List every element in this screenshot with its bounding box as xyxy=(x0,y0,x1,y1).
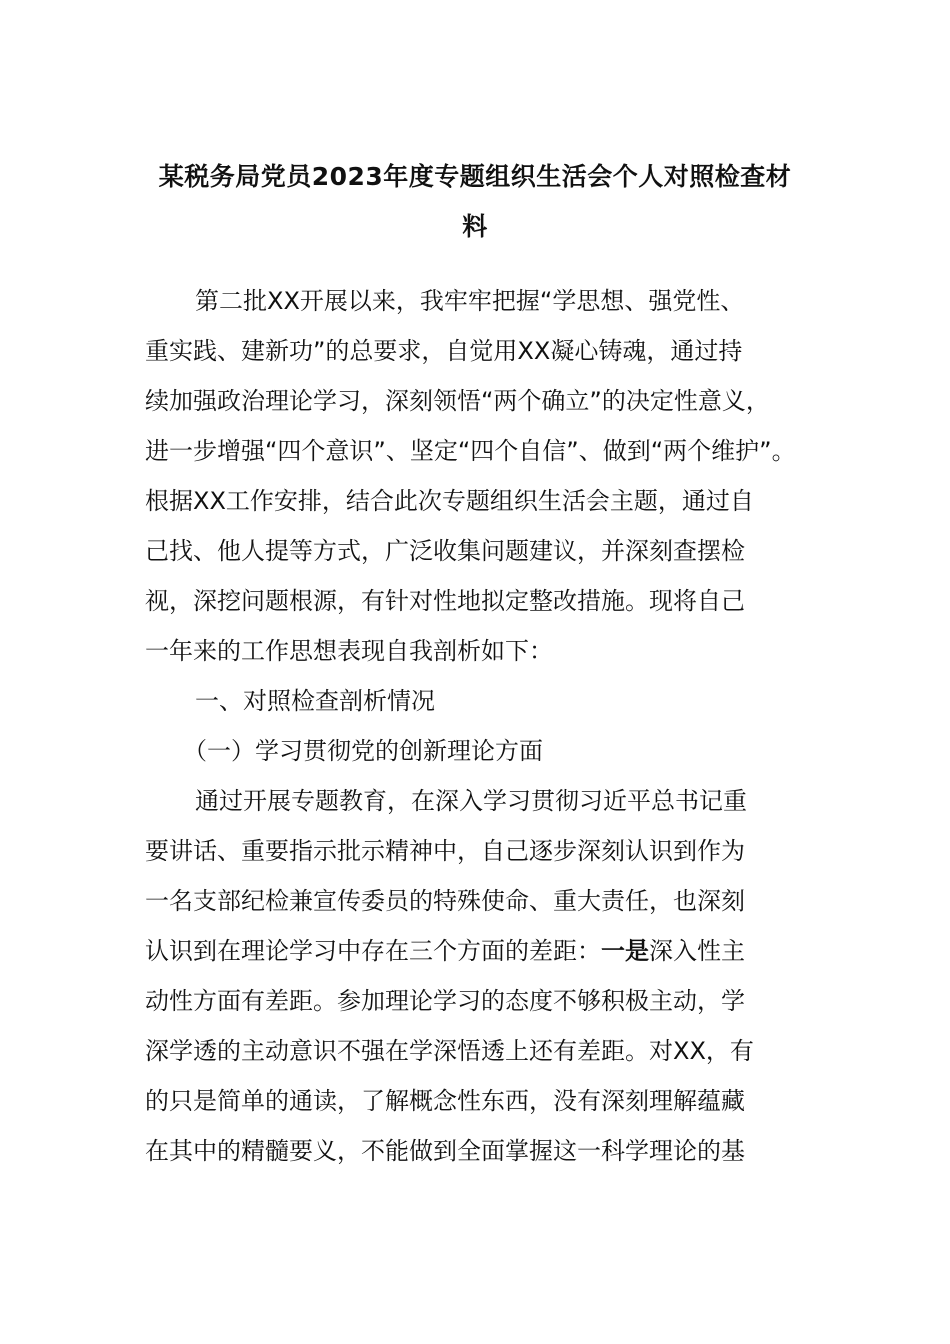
para2-line-1: 通过开展专题教育，在深入学习贯彻习近平总书记重 xyxy=(195,787,747,815)
para2-line-2: 要讲话、重要指示批示精神中，自己逐步深刻认识到作为 xyxy=(145,837,745,865)
section-heading: 一、对照检查剖析情况 xyxy=(195,687,435,715)
document-body xyxy=(145,276,805,1176)
para2-line-4-before: 认识到在理论学习中存在三个方面的差距： xyxy=(145,937,601,965)
para2-line-4 xyxy=(145,926,805,976)
intro-line-4: 进一步增强“四个意识”、坚定“四个自信”、做到“两个维护”。 xyxy=(145,437,796,465)
document-title xyxy=(130,152,820,252)
intro-line-3: 续加强政治理论学习，深刻领悟“两个确立”的决定性意义， xyxy=(145,387,770,415)
para2-line-3: 一名支部纪检兼宣传委员的特殊使命、重大责任，也深刻 xyxy=(145,887,745,915)
para2-line-4-bold: 一是 xyxy=(601,937,649,965)
para2-line-5: 动性方面有差距。参加理论学习的态度不够积极主动，学 xyxy=(145,987,745,1015)
para2-line-6: 深学透的主动意识不强在学深悟透上还有差距。对XX，有 xyxy=(145,1037,754,1065)
intro-line-1: 第二批XX开展以来，我牢牢把握“学思想、强党性、 xyxy=(195,287,745,315)
title-line-1: 某税务局党员2023年度专题组织生活会个人对照检查材 xyxy=(158,162,792,191)
intro-line-8: 一年来的工作思想表现自我剖析如下： xyxy=(145,637,553,665)
title-line-2: 料 xyxy=(462,212,488,241)
intro-line-7: 视，深挖问题根源，有针对性地拟定整改措施。现将自己 xyxy=(145,587,745,615)
para2-line-7: 的只是简单的通读，了解概念性东西，没有深刻理解蕴藏 xyxy=(145,1087,745,1115)
subsection-heading: （一）学习贯彻党的创新理论方面 xyxy=(183,737,543,765)
intro-line-5: 根据XX工作安排，结合此次专题组织生活会主题，通过自 xyxy=(145,487,754,515)
intro-line-2: 重实践、建新功”的总要求，自觉用XX凝心铸魂，通过持 xyxy=(145,337,743,365)
intro-line-6: 己找、他人提等方式，广泛收集问题建议，并深刻查摆检 xyxy=(145,537,745,565)
para2-line-8: 在其中的精髓要义，不能做到全面掌握这一科学理论的基 xyxy=(145,1137,745,1165)
para2-line-4-after: 深入性主 xyxy=(649,937,745,965)
